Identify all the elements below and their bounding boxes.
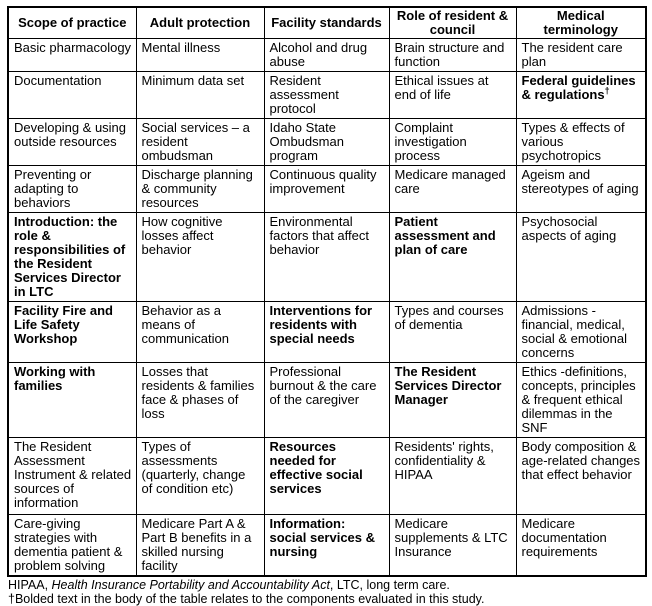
table-cell: Continuous quality improvement bbox=[264, 166, 389, 213]
table-row bbox=[8, 515, 646, 577]
table-row bbox=[8, 363, 646, 438]
table-cell: Medicare documentation requirements bbox=[516, 515, 646, 577]
table-cell: Ethics -definitions, concepts, principles & frequent ethical dilemmas in the SNF bbox=[516, 363, 646, 438]
table-cell: The resident care plan bbox=[516, 39, 646, 72]
table-row bbox=[8, 302, 646, 363]
column-header-adult-protection: Adult protection bbox=[136, 7, 264, 39]
column-header-facility-standards: Facility standards bbox=[264, 7, 389, 39]
table-cell: Ageism and stereotypes of aging bbox=[516, 166, 646, 213]
table-cell: Alcohol and drug abuse bbox=[264, 39, 389, 72]
table-cell: Developing & using outside resources bbox=[8, 119, 136, 166]
column-header-scope-of-practice: Scope of practice bbox=[8, 7, 136, 39]
table-cell-bold bbox=[516, 72, 646, 119]
table-cell: Types & effects of various psychotropics bbox=[516, 119, 646, 166]
table-cell: Behavior as a means of communication bbox=[136, 302, 264, 363]
table-cell: How cognitive losses affect behavior bbox=[136, 213, 264, 302]
cell-text: Federal guidelines & regulations bbox=[522, 73, 636, 102]
table-cell: Environmental factors that affect behavior bbox=[264, 213, 389, 302]
table-cell: Medicare Part A & Part B benefits in a skilled nursing facility bbox=[136, 515, 264, 577]
footnote-abbreviations bbox=[8, 579, 652, 593]
table-row bbox=[8, 438, 646, 515]
curriculum-topics-table bbox=[7, 6, 647, 577]
table-cell: Minimum data set bbox=[136, 72, 264, 119]
footnote-dagger-explanation: †Bolded text in the body of the table relates to the components evaluated in this study. bbox=[8, 593, 652, 606]
table-cell-bold: Facility Fire and Life Safety Workshop bbox=[8, 302, 136, 363]
table-cell: Resident assessment protocol bbox=[264, 72, 389, 119]
footnote-abbrev-suffix: , LTC, long term care. bbox=[330, 578, 450, 592]
column-header-role-of-resident: Role of resident & council bbox=[389, 7, 516, 39]
table-cell: Basic pharmacology bbox=[8, 39, 136, 72]
table-cell: Medicare supplements & LTC Insurance bbox=[389, 515, 516, 577]
footnote-abbrev-italic-act-title: Health Insurance Portability and Accountability Act bbox=[52, 578, 330, 592]
footnote-abbrev-prefix: HIPAA, bbox=[8, 578, 52, 592]
table-cell: Admissions -financial, medical, social & emotional concerns bbox=[516, 302, 646, 363]
table-cell: Types and courses of dementia bbox=[389, 302, 516, 363]
dagger-footnote-marker: † bbox=[605, 86, 610, 96]
table-cell-bold: Patient assessment and plan of care bbox=[389, 213, 516, 302]
table-cell: Complaint investigation process bbox=[389, 119, 516, 166]
table-cell: Losses that residents & families face & phases of loss bbox=[136, 363, 264, 438]
table-cell-bold: Information: social services & nursing bbox=[264, 515, 389, 577]
table-cell: Ethical issues at end of life bbox=[389, 72, 516, 119]
table-cell: Care-giving strategies with dementia patient & problem solving bbox=[8, 515, 136, 577]
table-cell: Types of assessments (quarterly, change of condition etc) bbox=[136, 438, 264, 515]
table-cell-bold: Interventions for residents with special needs bbox=[264, 302, 389, 363]
table-row bbox=[8, 72, 646, 119]
table-cell: Idaho State Ombudsman program bbox=[264, 119, 389, 166]
table-cell: Preventing or adapting to behaviors bbox=[8, 166, 136, 213]
table-cell: Social services – a resident ombudsman bbox=[136, 119, 264, 166]
table-row bbox=[8, 213, 646, 302]
table-cell: Psychosocial aspects of aging bbox=[516, 213, 646, 302]
table-cell: Brain structure and function bbox=[389, 39, 516, 72]
table-cell: Documentation bbox=[8, 72, 136, 119]
table-cell-bold: Working with families bbox=[8, 363, 136, 438]
table-cell-bold: The Resident Services Director Manager bbox=[389, 363, 516, 438]
table-row bbox=[8, 39, 646, 72]
column-header-medical-terminology: Medical terminology bbox=[516, 7, 646, 39]
table-cell: Discharge planning & community resources bbox=[136, 166, 264, 213]
table-cell: Mental illness bbox=[136, 39, 264, 72]
table-cell: Residents' rights, confidentiality & HIPAA bbox=[389, 438, 516, 515]
table-row bbox=[8, 166, 646, 213]
table-row bbox=[8, 119, 646, 166]
table-cell: Medicare managed care bbox=[389, 166, 516, 213]
footnotes bbox=[8, 579, 652, 606]
header-row bbox=[8, 7, 646, 39]
table-cell: Body composition & age-related changes that effect behavior bbox=[516, 438, 646, 515]
table-cell-bold: Introduction: the role & responsibilities of the Resident Services Director in LTC bbox=[8, 213, 136, 302]
table-cell-bold: Resources needed for effective social services bbox=[264, 438, 389, 515]
table-cell: Professional burnout & the care of the caregiver bbox=[264, 363, 389, 438]
table-cell: The Resident Assessment Instrument & related sources of information bbox=[8, 438, 136, 515]
